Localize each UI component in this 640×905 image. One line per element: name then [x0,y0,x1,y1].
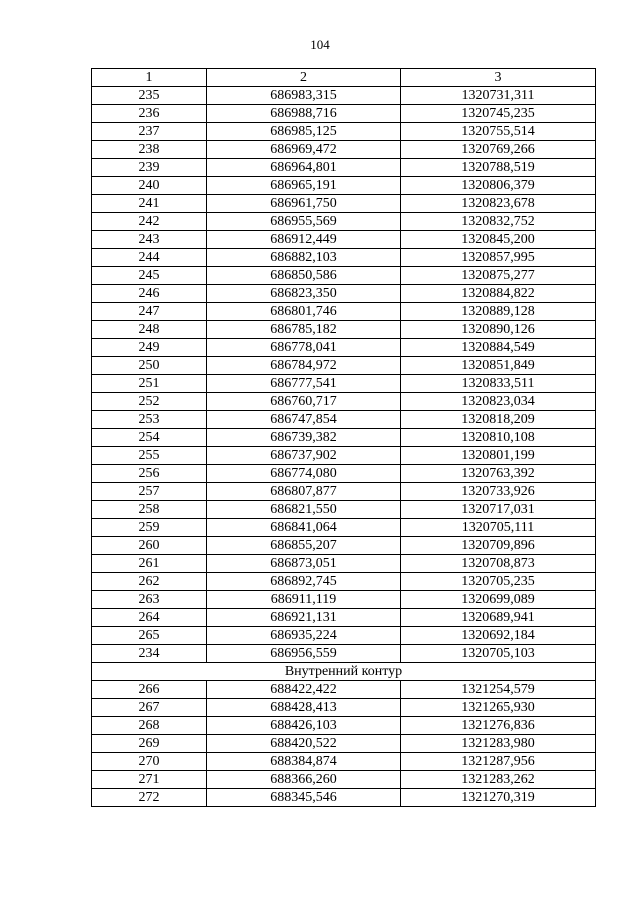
y-coordinate-cell: 1320708,873 [401,555,596,573]
y-coordinate-cell: 1320851,849 [401,357,596,375]
table-row [92,555,596,573]
header-y-coordinate: 3 [401,69,596,87]
header-x-coordinate: 2 [207,69,401,87]
y-coordinate-cell: 1321283,262 [401,771,596,789]
table-row [92,789,596,807]
y-coordinate-cell: 1320823,034 [401,393,596,411]
y-coordinate-cell: 1320745,235 [401,105,596,123]
point-number-cell: 268 [92,717,207,735]
point-number-cell: 246 [92,285,207,303]
x-coordinate-cell: 688384,874 [207,753,401,771]
point-number-cell: 235 [92,87,207,105]
y-coordinate-cell: 1320705,111 [401,519,596,537]
y-coordinate-cell: 1320889,128 [401,303,596,321]
table-row [92,627,596,645]
table-row [92,357,596,375]
y-coordinate-cell: 1320832,752 [401,213,596,231]
table-row [92,141,596,159]
table-row [92,681,596,699]
table-row [92,609,596,627]
x-coordinate-cell: 686873,051 [207,555,401,573]
y-coordinate-cell: 1320733,926 [401,483,596,501]
table-row [92,123,596,141]
y-coordinate-cell: 1320818,209 [401,411,596,429]
y-coordinate-cell: 1320689,941 [401,609,596,627]
table-row [92,231,596,249]
point-number-cell: 256 [92,465,207,483]
x-coordinate-cell: 686747,854 [207,411,401,429]
table-row [92,483,596,501]
point-number-cell: 260 [92,537,207,555]
point-number-cell: 267 [92,699,207,717]
table-row [92,393,596,411]
x-coordinate-cell: 686892,745 [207,573,401,591]
point-number-cell: 258 [92,501,207,519]
point-number-cell: 270 [92,753,207,771]
x-coordinate-cell: 686807,877 [207,483,401,501]
x-coordinate-cell: 688426,103 [207,717,401,735]
table-row [92,159,596,177]
x-coordinate-cell: 686935,224 [207,627,401,645]
header-row [92,69,596,87]
point-number-cell: 245 [92,267,207,285]
point-number-cell: 259 [92,519,207,537]
table-row [92,519,596,537]
point-number-cell: 249 [92,339,207,357]
table-row [92,717,596,735]
page-number: 104 [310,37,330,52]
point-number-cell: 262 [92,573,207,591]
y-coordinate-cell: 1320705,235 [401,573,596,591]
table-row [92,411,596,429]
x-coordinate-cell: 686912,449 [207,231,401,249]
point-number-cell: 234 [92,645,207,663]
x-coordinate-cell: 686961,750 [207,195,401,213]
y-coordinate-cell: 1320788,519 [401,159,596,177]
table-row [92,573,596,591]
table-row [92,645,596,663]
point-number-cell: 269 [92,735,207,753]
point-number-cell: 257 [92,483,207,501]
x-coordinate-cell: 686739,382 [207,429,401,447]
y-coordinate-cell: 1320763,392 [401,465,596,483]
x-coordinate-cell: 686955,569 [207,213,401,231]
y-coordinate-cell: 1320857,995 [401,249,596,267]
table-row [92,447,596,465]
table-row [92,339,596,357]
x-coordinate-cell: 686801,746 [207,303,401,321]
x-coordinate-cell: 688366,260 [207,771,401,789]
y-coordinate-cell: 1320823,678 [401,195,596,213]
x-coordinate-cell: 686821,550 [207,501,401,519]
y-coordinate-cell: 1320709,896 [401,537,596,555]
point-number-cell: 253 [92,411,207,429]
header-point-number: 1 [92,69,207,87]
x-coordinate-cell: 686985,125 [207,123,401,141]
point-number-cell: 244 [92,249,207,267]
y-coordinate-cell: 1321287,956 [401,753,596,771]
point-number-cell: 254 [92,429,207,447]
point-number-cell: 250 [92,357,207,375]
x-coordinate-cell: 688422,422 [207,681,401,699]
table-row [92,303,596,321]
x-coordinate-cell: 686760,717 [207,393,401,411]
y-coordinate-cell: 1321270,319 [401,789,596,807]
point-number-cell: 251 [92,375,207,393]
y-coordinate-cell: 1321254,579 [401,681,596,699]
point-number-cell: 242 [92,213,207,231]
table-row [92,249,596,267]
x-coordinate-cell: 686778,041 [207,339,401,357]
table-row [92,537,596,555]
x-coordinate-cell: 686956,559 [207,645,401,663]
x-coordinate-cell: 686777,541 [207,375,401,393]
y-coordinate-cell: 1320884,822 [401,285,596,303]
y-coordinate-cell: 1320717,031 [401,501,596,519]
point-number-cell: 271 [92,771,207,789]
x-coordinate-cell: 686841,064 [207,519,401,537]
y-coordinate-cell: 1321276,836 [401,717,596,735]
table-row [92,177,596,195]
y-coordinate-cell: 1320833,511 [401,375,596,393]
y-coordinate-cell: 1320810,108 [401,429,596,447]
point-number-cell: 261 [92,555,207,573]
point-number-cell: 238 [92,141,207,159]
point-number-cell: 265 [92,627,207,645]
y-coordinate-cell: 1320806,379 [401,177,596,195]
y-coordinate-cell: 1320845,200 [401,231,596,249]
x-coordinate-cell: 686988,716 [207,105,401,123]
coordinates-table [91,68,596,807]
point-number-cell: 243 [92,231,207,249]
y-coordinate-cell: 1320890,126 [401,321,596,339]
x-coordinate-cell: 688420,522 [207,735,401,753]
y-coordinate-cell: 1320801,199 [401,447,596,465]
table-row [92,771,596,789]
x-coordinate-cell: 686823,350 [207,285,401,303]
x-coordinate-cell: 688345,546 [207,789,401,807]
point-number-cell: 255 [92,447,207,465]
table-row [92,753,596,771]
x-coordinate-cell: 686850,586 [207,267,401,285]
table-row [92,375,596,393]
table-row [92,699,596,717]
table-row [92,105,596,123]
point-number-cell: 264 [92,609,207,627]
point-number-cell: 247 [92,303,207,321]
y-coordinate-cell: 1320755,514 [401,123,596,141]
inner-contour-label: Внутренний контур [92,663,596,681]
y-coordinate-cell: 1320699,089 [401,591,596,609]
table-row [92,87,596,105]
point-number-cell: 266 [92,681,207,699]
table-row [92,501,596,519]
point-number-cell: 236 [92,105,207,123]
point-number-cell: 239 [92,159,207,177]
table-row [92,195,596,213]
x-coordinate-cell: 686785,182 [207,321,401,339]
point-number-cell: 252 [92,393,207,411]
x-coordinate-cell: 686737,902 [207,447,401,465]
table-row [92,285,596,303]
y-coordinate-cell: 1320769,266 [401,141,596,159]
x-coordinate-cell: 686983,315 [207,87,401,105]
point-number-cell: 272 [92,789,207,807]
y-coordinate-cell: 1321283,980 [401,735,596,753]
table-row [92,267,596,285]
x-coordinate-cell: 686965,191 [207,177,401,195]
x-coordinate-cell: 686921,131 [207,609,401,627]
point-number-cell: 240 [92,177,207,195]
x-coordinate-cell: 686774,080 [207,465,401,483]
x-coordinate-cell: 686855,207 [207,537,401,555]
y-coordinate-cell: 1320884,549 [401,339,596,357]
x-coordinate-cell: 686784,972 [207,357,401,375]
point-number-cell: 237 [92,123,207,141]
y-coordinate-cell: 1320705,103 [401,645,596,663]
y-coordinate-cell: 1320731,311 [401,87,596,105]
table-row [92,213,596,231]
table-body [92,69,596,807]
y-coordinate-cell: 1321265,930 [401,699,596,717]
point-number-cell: 241 [92,195,207,213]
point-number-cell: 263 [92,591,207,609]
y-coordinate-cell: 1320692,184 [401,627,596,645]
x-coordinate-cell: 688428,413 [207,699,401,717]
x-coordinate-cell: 686911,119 [207,591,401,609]
x-coordinate-cell: 686964,801 [207,159,401,177]
point-number-cell: 248 [92,321,207,339]
table-row [92,735,596,753]
table-row [92,465,596,483]
table-row [92,321,596,339]
y-coordinate-cell: 1320875,277 [401,267,596,285]
x-coordinate-cell: 686969,472 [207,141,401,159]
table-row [92,591,596,609]
x-coordinate-cell: 686882,103 [207,249,401,267]
table-row [92,429,596,447]
section-row [92,663,596,681]
